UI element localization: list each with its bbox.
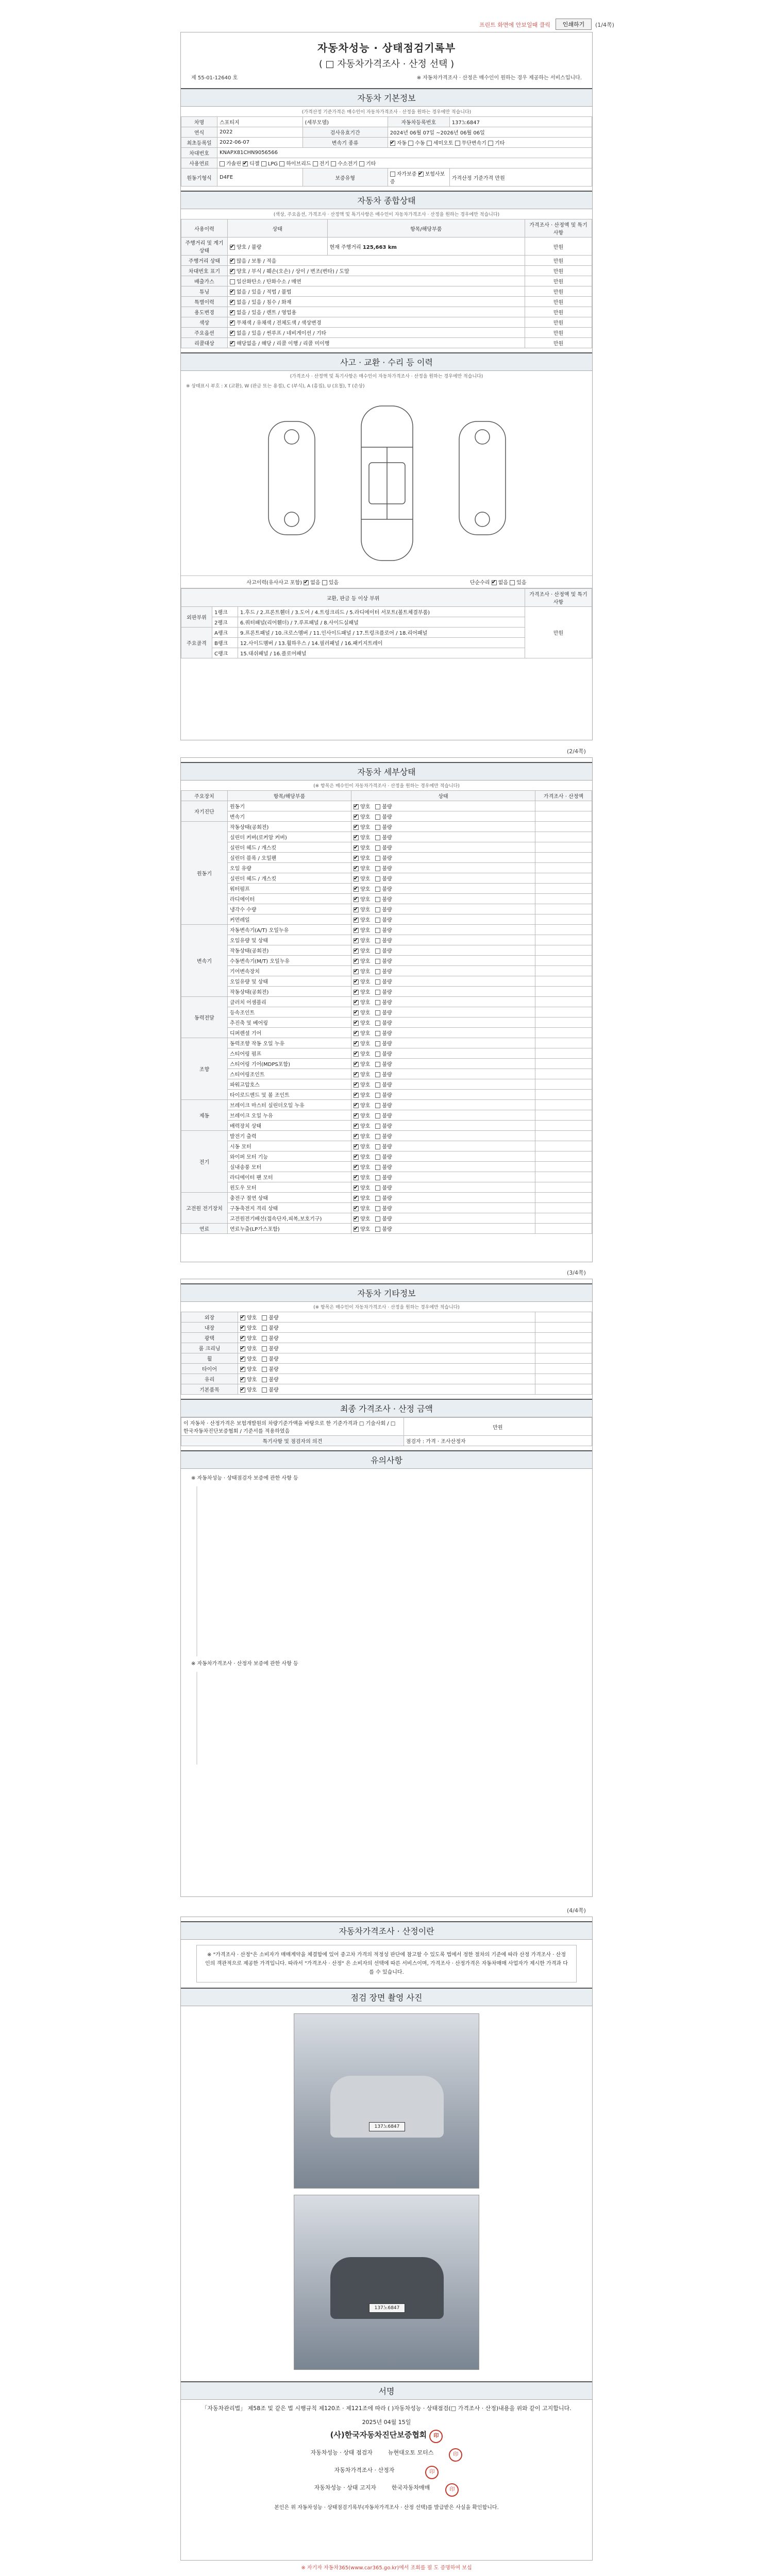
checkbox[interactable] [354, 897, 359, 902]
car-outline-icon [258, 401, 516, 566]
checkbox[interactable] [375, 928, 380, 933]
checkbox[interactable] [354, 907, 359, 912]
checkbox[interactable] [375, 1010, 380, 1015]
checkbox[interactable] [240, 1377, 245, 1382]
checkbox[interactable] [354, 866, 359, 871]
checkbox[interactable] [354, 1021, 359, 1026]
table-row: 제동 브레이크 마스터 실린더오일 누유 ✔ 양호 불량 [181, 1100, 592, 1110]
top-bar [0, 0, 773, 31]
basic-info-table [181, 116, 592, 187]
photo-title: 점검 장면 촬영 사진 [181, 1988, 592, 2006]
inspection-photo-front [294, 2013, 479, 2189]
table-row: 스티어링 펌프 ✔ 양호 불량 [181, 1048, 592, 1059]
checkbox[interactable] [354, 1196, 359, 1201]
checkbox[interactable] [375, 1144, 380, 1149]
table-row: 등속조인트 ✔ 양호 불량 [181, 1007, 592, 1018]
signature-text: 「자동차관리법」 제58조 및 같은 법 시행규칙 제120조 · 제121조에 따라 ( )자동차성능 · 상태점검(□ 가격조사 · 산정)내용을 위와 같이 고지합니다. [201, 2405, 572, 2412]
accident-table: 교환, 판금 등 이상 부위 가격조사 · 산정액 및 특기사항 외판부위 1랭크 1.후드 / 2.프론트휀더 / 3.도어 / 4.트렁크리드 / 5.라디에이터 서포트(볼트체결부품) 만원 2랭크 6.쿼터패널(리어휀더) / 7.루프패널 / 8.사이드실패널 주요골격 A랭크 9.프론트패널 / 10.크로스멤버 / 11.인사이드패널 / 17.트렁크플로어 / 18.리어패널 B랭크 12.사이드멤버 / 13.휠하우스 / 14.필러패널 / 16.패키지트레이 C랭크 15.대쉬패널 / 16.플로어패널 [181, 588, 592, 658]
table-row: 기본품목 ✔ 양호 불량 [181, 1384, 592, 1395]
table-row: 자기진단 원동기 ✔ 양호 불량 [181, 801, 592, 811]
checkbox[interactable] [354, 887, 359, 892]
checkbox[interactable] [492, 580, 497, 585]
caution-body [181, 1469, 592, 1773]
caution-title: 유의사항 [181, 1450, 592, 1469]
checkbox[interactable] [354, 1113, 359, 1118]
checkbox[interactable] [240, 1336, 245, 1341]
price-info-text: ※ "가격조사 · 산정"은 소비자가 매매계약을 체결함에 있어 중고차 가격의 적정성 판단에 참고할 수 있도록 법에서 정한 절차의 기준에 따라 산정 가격조사 · 산정인의 객관적으로 제공한 가격입니다. 따라서 "가격조사 · 산정" 은 소비자의 선택에 따른 서비스이며, 가격조사 · 산정가격은 자동차매매 사업자가 제시한 가격과 다를 수 있습니다. [196, 1945, 577, 1982]
other-info-note: (※ 항목은 매수인이 자동차가격조사 · 산정을 원하는 경우에만 적습니다) [313, 1305, 460, 1310]
page-number: (3/4쪽) [567, 1269, 586, 1276]
accident-legend: 사고이력(유사사고 포함) ✔ 없음 있음 단순수리 ✔ 없음 있음 [181, 576, 592, 588]
checkbox[interactable] [375, 918, 380, 923]
table-row: 스티어링조인트 ✔ 양호 불량 [181, 1069, 592, 1079]
checkbox[interactable] [354, 948, 359, 954]
seal-icon: 印 [445, 2483, 459, 2497]
table-row: 차명 스포티지 (세부모델) 자동차등록번호 137노6847 [181, 117, 592, 127]
table-row: 실린더 블록 / 오일팬 ✔ 양호 불량 [181, 853, 592, 863]
checkbox[interactable] [262, 1357, 267, 1362]
table-row: 색상 ✔ 무채색 / 유채색 / 전체도색 / 색상변경 만원 [181, 317, 592, 328]
checkbox[interactable] [230, 300, 235, 305]
table-row: 타이어 ✔ 양호 불량 [181, 1364, 592, 1374]
checkbox[interactable] [230, 269, 235, 274]
accident-note: (가격조사 · 산정액 및 특기사항은 매수인이 자동차가격조사 · 산정을 원하는 경우에만 적습니다) [290, 374, 483, 379]
table-row: 외장 ✔ 양호 불량 [181, 1312, 592, 1323]
table-row: 배출가스 일산화탄소 / 탄화수소 / 매연 만원 [181, 276, 592, 286]
table-row: 동력전달 클러치 어셈블리 ✔ 양호 불량 [181, 997, 592, 1007]
checkbox[interactable] [354, 1175, 359, 1180]
table-row: 조향 동력조향 작동 오일 누유 ✔ 양호 불량 [181, 1038, 592, 1048]
checkbox[interactable] [375, 897, 380, 902]
signature-org: (사)한국자동차진단보증협회 印 [181, 2426, 592, 2446]
table-row: 오일 유량 ✔ 양호 불량 [181, 863, 592, 873]
checkbox[interactable] [261, 161, 266, 166]
checkbox[interactable] [375, 1216, 380, 1222]
table-row: 오일유량 및 상태 ✔ 양호 불량 [181, 935, 592, 945]
table-row: 고전원 전기장치 충전구 절연 상태 ✔ 양호 불량 [181, 1193, 592, 1203]
checkbox[interactable] [375, 1000, 380, 1005]
checkbox[interactable] [359, 161, 364, 166]
table-row: 라디에이터 ✔ 양호 불량 [181, 894, 592, 904]
checkbox[interactable] [375, 1175, 380, 1180]
checkbox[interactable] [354, 1134, 359, 1139]
checkbox[interactable] [455, 141, 460, 146]
checkbox[interactable] [375, 1165, 380, 1170]
other-info-table [181, 1312, 592, 1395]
table-row: 고전원전기배선(접속단자,피복,보호기구) ✔ 양호 불량 [181, 1213, 592, 1224]
table-row: 원동기 작동상태(공회전) ✔ 양호 불량 [181, 822, 592, 832]
page-1 [180, 32, 593, 740]
table-row: 냉각수 수량 ✔ 양호 불량 [181, 904, 592, 914]
checkbox[interactable] [375, 845, 380, 851]
caution-text-block [196, 1486, 582, 1656]
checkbox[interactable] [240, 1357, 245, 1362]
checkbox[interactable] [240, 1326, 245, 1331]
table-row: 연식 2022 검사유효기간 2024년 06월 07일 ~2026년 06월 06일 [181, 127, 592, 138]
table-row: 특별이력 ✔ 없음 / 있음 / 침수 / 화재 만원 [181, 297, 592, 307]
checkbox[interactable] [354, 1093, 359, 1098]
checkbox[interactable] [354, 1103, 359, 1108]
table-row: 브레이크 오일 누유 ✔ 양호 불량 [181, 1110, 592, 1121]
caution-heading-2: ※ 자동차가격조사 · 산정자 보증에 관한 사항 등 [191, 1661, 298, 1667]
checkbox[interactable] [313, 161, 318, 166]
license-plate: 137노6847 [369, 2303, 405, 2313]
table-row: 실린더 커버(로커암 커버) ✔ 양호 불량 [181, 832, 592, 842]
document-remark: ※ 자동차가격조사 · 산정은 매수인이 원하는 경우 제공하는 서비스입니다. [416, 75, 582, 81]
seal-icon: 印 [429, 2430, 443, 2443]
page-number: (1/4쪽) [595, 22, 614, 28]
table-row: 실린더 헤드 / 개스킷 ✔ 양호 불량 [181, 873, 592, 884]
checkbox[interactable] [375, 938, 380, 943]
caution-heading-1: ※ 자동차성능 · 상태점검자 보증에 관한 사항 등 [191, 1476, 298, 1481]
checkbox[interactable] [375, 887, 380, 892]
final-price-title: 최종 가격조사 · 산정 금액 [181, 1399, 592, 1417]
checkbox[interactable] [375, 959, 380, 964]
checkbox[interactable] [230, 290, 235, 295]
final-price-table [181, 1417, 592, 1446]
checkbox[interactable] [322, 580, 327, 585]
checkbox[interactable] [354, 1010, 359, 1015]
checkbox[interactable] [354, 979, 359, 985]
checkbox[interactable] [354, 928, 359, 933]
table-row: 차대번호 표기 ✔ 양호 / 부식 / 훼손(오손) / 상이 / 변조(변타) / 도말 만원 [181, 266, 592, 276]
checkbox[interactable] [375, 876, 380, 882]
checkbox[interactable] [375, 866, 380, 871]
table-row: 워터펌프 ✔ 양호 불량 [181, 884, 592, 894]
basic-info-note: (가격산정 기준가격은 매수인이 자동차가격조사 · 산정을 원하는 경우에만 적습니다) [301, 110, 472, 115]
checkbox[interactable] [262, 1387, 267, 1393]
checkbox[interactable] [354, 990, 359, 995]
table-row: 커먼레일 ✔ 양호 불량 [181, 914, 592, 925]
inspection-photo-rear [294, 2195, 479, 2370]
checkbox[interactable] [354, 1062, 359, 1067]
checkbox[interactable] [375, 825, 380, 830]
table-row: 주요옵션 ✔ 없음 / 있음 / 썬루프 / 네비게이션 / 기타 만원 [181, 328, 592, 338]
table-row: 변속기 ✔ 양호 불량 [181, 811, 592, 822]
table-row: 유리 ✔ 양호 불량 [181, 1374, 592, 1384]
table-row: 디퍼렌셜 기어 ✔ 양호 불량 [181, 1028, 592, 1038]
checkbox[interactable] [262, 1367, 267, 1372]
checkbox[interactable] [375, 1082, 380, 1088]
table-row: 이 자동차 · 산정가격은 보험개발원의 차량기준가액을 바탕으로 한 기준가격과 □ 기술사회 / □ 한국자동차진단보증협회 / 기준서를 적용하였음 만원 [181, 1418, 592, 1436]
table-row: 차대번호 KNAPX81CHN9056566 [181, 148, 592, 158]
checkbox[interactable] [354, 1041, 359, 1046]
checkbox[interactable] [375, 1196, 380, 1201]
checkbox[interactable] [354, 856, 359, 861]
checkbox[interactable] [354, 959, 359, 964]
checkbox[interactable] [375, 804, 380, 809]
table-row: C랭크 15.대쉬패널 / 16.플로어패널 [181, 648, 592, 658]
table-row: 기어변속장치 ✔ 양호 불량 [181, 966, 592, 976]
checkbox[interactable] [354, 1165, 359, 1170]
checkbox[interactable] [354, 1072, 359, 1077]
table-row: 광택 ✔ 양호 불량 [181, 1333, 592, 1343]
accident-remark: ※ 상태표시 부호 : X (교환), W (판금 또는 용접), C (부식), A (흠집), U (요철), T (손상) [186, 384, 365, 389]
checkbox[interactable] [354, 815, 359, 820]
page-3 [180, 1279, 593, 1897]
checkbox[interactable] [354, 938, 359, 943]
checkbox[interactable] [230, 320, 235, 326]
checkbox[interactable] [375, 1031, 380, 1036]
table-row: 용도변경 ✔ 없음 / 있음 / 렌트 / 영업용 만원 [181, 307, 592, 317]
receiver-text: 본인은 위 자동차성능 · 상태점검기록부(자동차가격조사 · 산정 선택)를 발급받은 사실을 확인합니다. [274, 2504, 499, 2511]
checkbox[interactable] [240, 1387, 245, 1393]
checkbox[interactable] [375, 1206, 380, 1211]
checkbox[interactable] [262, 1315, 267, 1320]
page-4 [180, 1917, 593, 2561]
table-row: 실린더 헤드 / 개스킷 ✔ 양호 불량 [181, 842, 592, 853]
checkbox[interactable] [230, 259, 235, 264]
checkbox[interactable] [354, 969, 359, 974]
checkbox[interactable] [375, 969, 380, 974]
table-row: 작동상태(공회전) ✔ 양호 불량 [181, 987, 592, 997]
page-2 [180, 757, 593, 1262]
car-damage-diagram [181, 391, 592, 576]
table-row: 시동 모터 ✔ 양호 불량 [181, 1141, 592, 1151]
table-row: 휠 ✔ 양호 불량 [181, 1353, 592, 1364]
table-row: 사용연료 가솔린 ✔ 디젤 LPG 하이브리드 전기 수소전기 기타 [181, 158, 592, 168]
table-row: 최초등록일 2022-06-07 변속기 종류 ✔ 자동 수동 세미오토 무단변속기 기타 [181, 138, 592, 148]
table-row: 주행거리 상태 ✔ 많음 / 보통 / 적음 만원 [181, 256, 592, 266]
checkbox[interactable] [375, 948, 380, 954]
checkbox[interactable] [354, 845, 359, 851]
table-row: 윈도우 모터 ✔ 양호 불량 [181, 1182, 592, 1193]
footer-link[interactable]: ※ 자기자 자동차365(www.car365.go.kr)에서 조회를 필 도 증명하여 보십 [301, 2565, 472, 2571]
table-row: 2랭크 6.쿼터패널(리어휀더) / 7.루프패널 / 8.사이드실패널 [181, 617, 592, 628]
checkbox[interactable] [375, 1155, 380, 1160]
summary-table: 사용이력 상태 항목/해당부품 가격조사 · 산정액 및 특기사항 주행거리 및 계기상태 ✔양호 / 불량 현재 주행거리 125,663 km 만원 주행거리 상태 ✔ 많음 / 보통 / 적음 만원 차대번호 표기 ✔ 양호 / 부식 / 훼손(오손) / 상이 / 변조(변타) / 도말 만원 배출가스 일산화탄소 / 탄화수소 / 매연 만원 튜닝 ✔ 없음 / 있음 / 적법 / 불법 만원 특별이력 ✔ 없음 / 있음 / 침수 / 화재 만원 용도변경 ✔ 없음 / 있음 / 렌트 / 영업용 만원 색상 ✔ 무채색 / 유채색 / 전체도색 / 색상변경 만원 주요옵션 ✔ 없음 / 있음 / 썬루프 / 네비게이션 / 기타 만원 리콜대상 ✔ 해당없음 / 해당 / 리콜 이행 / 리콜 미이행 만원 [181, 219, 592, 348]
checkbox[interactable] [375, 979, 380, 985]
table-row: 와이퍼 모터 기능 ✔ 양호 불량 [181, 1151, 592, 1162]
checkbox[interactable] [354, 825, 359, 830]
other-info-title: 자동차 기타정보 [181, 1283, 592, 1302]
checkbox[interactable] [510, 580, 515, 585]
table-row: 오일유량 및 상태 ✔ 양호 불량 [181, 976, 592, 987]
checkbox[interactable] [240, 1346, 245, 1351]
checkbox[interactable] [262, 1346, 267, 1351]
checkbox[interactable] [354, 1155, 359, 1160]
caution-text-block [196, 1672, 582, 1765]
checkbox[interactable] [488, 141, 493, 146]
checkbox[interactable] [375, 1124, 380, 1129]
page-number: (4/4쪽) [567, 1907, 586, 1914]
document-header [181, 32, 592, 84]
checkbox[interactable] [354, 1124, 359, 1129]
checkbox[interactable] [240, 1367, 245, 1372]
table-row: 배력장치 상태 ✔ 양호 불량 [181, 1121, 592, 1131]
checkbox[interactable] [230, 310, 235, 315]
checkbox[interactable] [375, 835, 380, 840]
table-row: 타이로드엔드 및 볼 조인트 ✔ 양호 불량 [181, 1090, 592, 1100]
table-row: 수동변속기(M/T) 오일누유 ✔ 양호 불량 [181, 956, 592, 966]
checkbox[interactable] [375, 815, 380, 820]
checkbox[interactable] [375, 856, 380, 861]
checkbox[interactable] [354, 1216, 359, 1222]
checkbox[interactable] [220, 161, 225, 166]
checkbox[interactable] [390, 141, 395, 146]
checkbox[interactable] [230, 341, 235, 346]
checkbox[interactable] [331, 161, 336, 166]
document-title: 자동차성능 · 상태점검기록부 [317, 42, 456, 54]
table-row: 스티어링 기어(MDPS포함) ✔ 양호 불량 [181, 1059, 592, 1069]
table-row: 특기사항 및 점검자의 의견 점검자 : 가격 · 조사산정자 [181, 1436, 592, 1446]
checkbox[interactable] [354, 1185, 359, 1191]
table-row: 튜닝 ✔ 없음 / 있음 / 적법 / 불법 만원 [181, 286, 592, 297]
checkbox[interactable] [230, 245, 235, 250]
signer-row: 자동차성능 · 상태 고지자 한국자동차매매 印 [181, 2481, 592, 2499]
table-row: 구동축전지 격리 상태 ✔ 양호 불량 [181, 1203, 592, 1213]
checkbox[interactable] [354, 1000, 359, 1005]
page-number: (2/4쪽) [567, 748, 586, 755]
print-notice-link[interactable]: 프린트 화면에 안보일때 클릭 [479, 22, 551, 28]
signature-title: 서명 [181, 2381, 592, 2400]
table-row: B랭크 12.사이드멤버 / 13.휠하우스 / 14.필러패널 / 16.패키지트레이 [181, 638, 592, 648]
table-row: 주요골격 A랭크 9.프론트패널 / 10.크로스멤버 / 11.인사이드패널 / 17.트렁크플로어 / 18.리어패널 [181, 628, 592, 638]
table-row: 룸 크리닝 ✔ 양호 불량 [181, 1343, 592, 1353]
summary-note: (색상, 주요옵션, 가격조사 · 산정액 및 특기사항은 매수인이 자동차가격조사 · 산정을 원하는 경우에만 적습니다) [273, 212, 500, 217]
checkbox[interactable] [375, 1227, 380, 1232]
checkbox[interactable] [375, 1072, 380, 1077]
table-row: 리콜대상 ✔ 해당없음 / 해당 / 리콜 이행 / 리콜 미이행 만원 [181, 338, 592, 348]
checkbox[interactable] [375, 1041, 380, 1046]
checkbox[interactable] [375, 1134, 380, 1139]
checkbox[interactable] [262, 1326, 267, 1331]
detail-note: (※ 항목은 매수인이 자동차가격조사 · 산정을 원하는 경우에만 적습니다) [313, 784, 460, 789]
checkbox[interactable] [304, 580, 309, 585]
table-row: 추진축 및 베어링 ✔ 양호 불량 [181, 1018, 592, 1028]
detail-title: 자동차 세부상태 [181, 762, 592, 781]
checkbox[interactable] [354, 1052, 359, 1057]
checkbox[interactable] [418, 172, 424, 177]
document-number: 제 55-01-12640 호 [191, 75, 238, 81]
detail-table: 주요장치 항목/해당부품 상태 가격조사 · 산정액 자기진단 원동기 ✔ 양호 불량 변속기 ✔ 양호 불량 원동기 작동상태(공회전) ✔ 양호 불량 실린더 커버(로커암 커버) ✔ 양호 불량 실린더 헤드 / 개스킷 ✔ 양호 불량 실린더 블록 / 오일팬 ✔ 양호 불량 오일 유량 ✔ 양호 불량 실린더 헤드 / 개스킷 ✔ 양호 불량 워터펌프 ✔ 양호 불량 라디에이터 ✔ 양호 불량 냉각수 수량 ✔ 양호 불량 커먼레일 ✔ 양호 불량 변속기 자동변속기(A/T) 오일누유 ✔ 양호 불량 오일유량 및 상태 ✔ 양호 불량 작동상태(공회전) ✔ 양호 불량 수동변속기(M/T) 오일누유 ✔ 양호 불량 기어변속장치 ✔ 양호 불량 오일유량 및 상태 ✔ 양호 불량 작동상태(공회전) ✔ 양호 불량 동력전달 클러치 어셈블리 ✔ 양호 불량 등속조인트 ✔ 양호 불량 추진축 및 베어링 ✔ 양호 불량 디퍼렌셜 기어 ✔ 양호 불량 조향 동력조향 작동 오일 누유 ✔ 양호 불량 스티어링 펌프 ✔ 양호 불량 스티어링 기어(MDPS포함) ✔ 양호 불량 스티어링조인트 ✔ 양호 불량 파워고압호스 ✔ 양호 불량 타이로드엔드 및 볼 조인트 ✔ 양호 불량 제동 브레이크 마스터 실린더오일 누유 ✔ 양호 불량 브레이크 오일 누유 ✔ 양호 불량 배력장치 상태 ✔ 양호 불량 전기 발전기 출력 ✔ 양호 불량 시동 모터 ✔ 양호 불량 와이퍼 모터 기능 ✔ 양호 불량 실내송풍 모터 ✔ 양호 불량 라디에이터 팬 모터 ✔ 양호 불량 윈도우 모터 ✔ 양호 불량 고전원 전기장치 충전구 절연 상태 ✔ 양호 불량 구동축전지 격리 상태 ✔ 양호 불량 고전원전기배선(접속단자,피복,보호기구) ✔ 양호 불량 연료 연료누출(LP가스포함) ✔ 양호 불량 [181, 790, 592, 1234]
checkbox[interactable] [262, 1336, 267, 1341]
signature-date: 2025년 04월 15일 [362, 2418, 411, 2426]
license-plate: 137노6847 [369, 2122, 405, 2131]
photo-section [181, 2006, 592, 2377]
checkbox[interactable] [375, 1185, 380, 1191]
table-row: 연료 연료누출(LP가스포함) ✔ 양호 불량 [181, 1224, 592, 1234]
mileage-value: 125,663 km [362, 244, 397, 250]
table-row: 파워고압호스 ✔ 양호 불량 [181, 1079, 592, 1090]
table-row: 작동상태(공회전) ✔ 양호 불량 [181, 945, 592, 956]
table-row: 실내송풍 모터 ✔ 양호 불량 [181, 1162, 592, 1172]
basic-info-title: 자동차 기본정보 [181, 88, 592, 107]
summary-title: 자동차 종합상태 [181, 191, 592, 209]
seal-icon: 印 [425, 2466, 439, 2479]
document-meta [191, 73, 582, 81]
checkbox[interactable] [354, 1227, 359, 1232]
table-row: 라디에이터 팬 모터 ✔ 양호 불량 [181, 1172, 592, 1182]
checkbox[interactable] [408, 141, 413, 146]
checkbox[interactable] [375, 907, 380, 912]
checkbox[interactable] [279, 161, 284, 166]
checkbox[interactable] [375, 1052, 380, 1057]
checkbox[interactable] [240, 1315, 245, 1320]
checkbox[interactable] [262, 1377, 267, 1382]
checkbox[interactable] [354, 835, 359, 840]
checkbox[interactable] [390, 172, 395, 177]
checkbox[interactable] [243, 161, 248, 166]
checkbox[interactable] [354, 918, 359, 923]
checkbox[interactable] [354, 804, 359, 809]
table-row: 주행거리 및 계기상태 ✔양호 / 불량 현재 주행거리 125,663 km 만원 [181, 238, 592, 256]
checkbox[interactable] [375, 1062, 380, 1067]
checkbox[interactable] [354, 1082, 359, 1088]
checkbox[interactable] [427, 141, 432, 146]
table-row: 변속기 자동변속기(A/T) 오일누유 ✔ 양호 불량 [181, 925, 592, 935]
document-subtitle: ( □ 자동차가격조사 · 산정 선택 ) [318, 59, 455, 70]
checkbox[interactable] [375, 1103, 380, 1108]
checkbox[interactable] [375, 1021, 380, 1026]
price-info-title: 자동차가격조사 · 산정이란 [181, 1921, 592, 1940]
checkbox[interactable] [230, 279, 235, 284]
print-button[interactable]: 인쇄하기 [556, 19, 592, 30]
accident-title: 사고 · 교환 · 수리 등 이력 [181, 352, 592, 371]
checkbox[interactable] [375, 1093, 380, 1098]
seal-icon: 印 [449, 2448, 462, 2462]
checkbox[interactable] [354, 1031, 359, 1036]
checkbox[interactable] [375, 1113, 380, 1118]
table-row: 외판부위 1랭크 1.후드 / 2.프론트휀더 / 3.도어 / 4.트렁크리드 / 5.라디에이터 서포트(볼트체결부품) 만원 [181, 607, 592, 617]
checkbox[interactable] [354, 876, 359, 882]
table-row: 내장 ✔ 양호 불량 [181, 1323, 592, 1333]
table-row: 전기 발전기 출력 ✔ 양호 불량 [181, 1131, 592, 1141]
checkbox[interactable] [354, 1206, 359, 1211]
signer-row: 자동차성능 · 상태 점검자 뉴현대오토 모터스 印 [181, 2446, 592, 2464]
checkbox[interactable] [375, 990, 380, 995]
table-row: 원동기형식 D4FE 보증유형 자가보증 ✔ 보험사보증 가격산정 기준가격 만원 [181, 168, 592, 187]
checkbox[interactable] [354, 1144, 359, 1149]
signer-row: 자동차가격조사 · 산정자 印 [181, 2464, 592, 2481]
checkbox[interactable] [230, 331, 235, 336]
